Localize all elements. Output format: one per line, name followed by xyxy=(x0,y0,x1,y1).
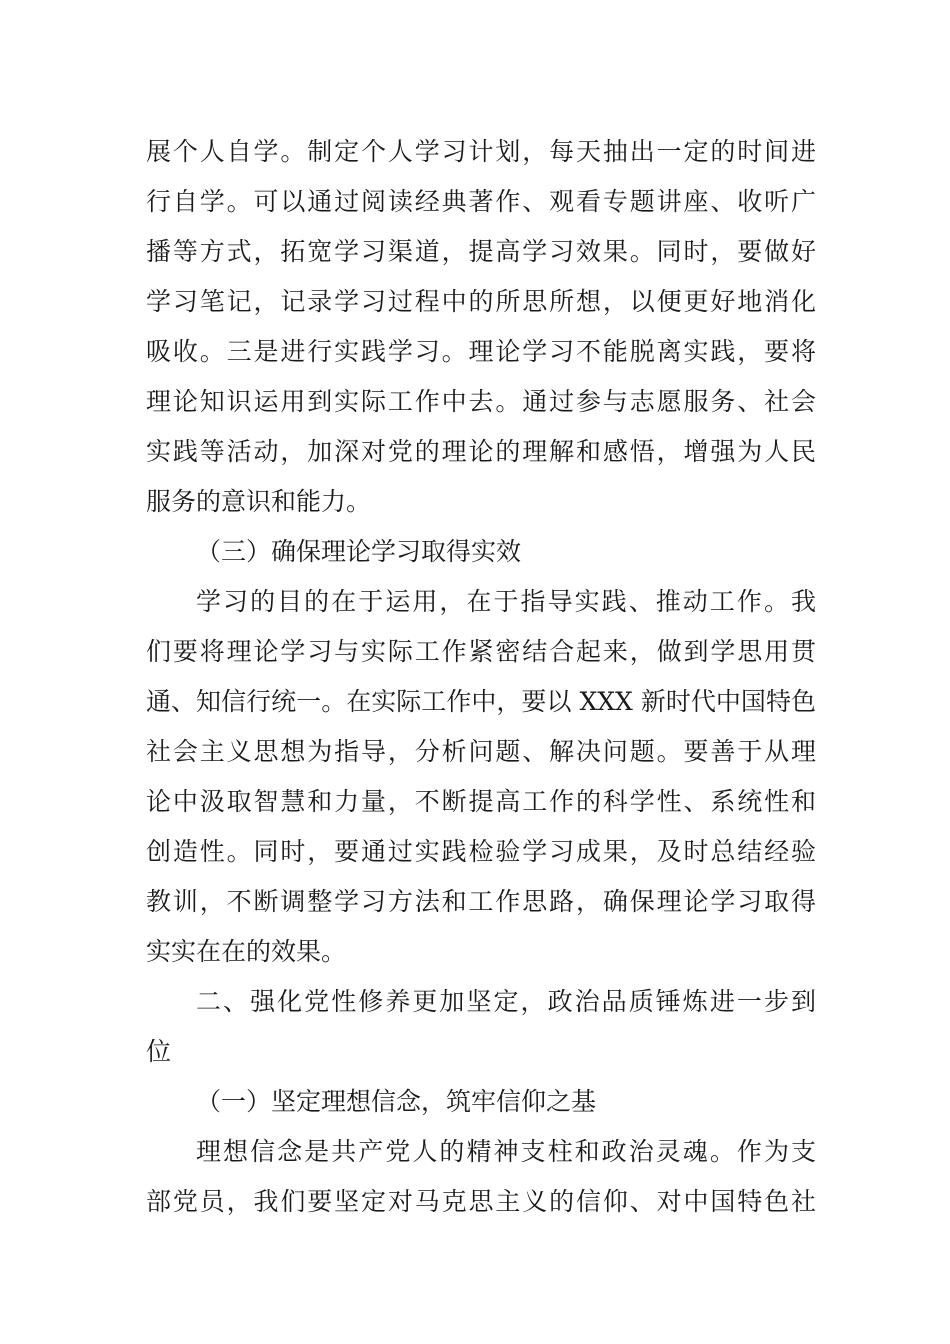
paragraph-line: 们要将理论学习与实际工作紧密结合起来，做到学思用贯 xyxy=(146,637,816,666)
paragraph-line: 实践等活动，加深对党的理论的理解和感悟，增强为人民 xyxy=(146,437,816,466)
section-heading: （一）坚定理想信念，筑牢信仰之基 xyxy=(196,1087,597,1116)
chapter-heading-continuation: 位 xyxy=(146,1037,172,1066)
paragraph-line: 吸收。三是进行实践学习。理论学习不能脱离实践，要将 xyxy=(146,337,816,366)
paragraph-line: 创造性。同时，要通过实践检验学习成果，及时总结经验 xyxy=(146,837,816,866)
paragraph-line: 播等方式，拓宽学习渠道，提高学习效果。同时，要做好 xyxy=(146,237,816,266)
chapter-heading: 二、强化党性修养更加坚定，政治品质锤炼进一步到 xyxy=(196,987,816,1016)
paragraph-line: 社会主义思想为指导，分析问题、解决问题。要善于从理 xyxy=(146,737,816,766)
paragraph-line: 理论知识运用到实际工作中去。通过参与志愿服务、社会 xyxy=(146,387,816,416)
paragraph-line: 论中汲取智慧和力量，不断提高工作的科学性、系统性和 xyxy=(146,787,816,816)
paragraph-line: 实实在在的效果。 xyxy=(146,937,347,966)
paragraph-line: 教训，不断调整学习方法和工作思路，确保理论学习取得 xyxy=(146,887,816,916)
paragraph-line: 展个人自学。制定个人学习计划，每天抽出一定的时间进 xyxy=(146,137,816,166)
paragraph-line: 行自学。可以通过阅读经典著作、观看专题讲座、收听广 xyxy=(146,187,816,216)
paragraph-line: 理想信念是共产党人的精神支柱和政治灵魂。作为支 xyxy=(196,1137,816,1166)
paragraph-line: 学习笔记，记录学习过程中的所思所想，以便更好地消化 xyxy=(146,287,816,316)
section-heading: （三）确保理论学习取得实效 xyxy=(196,537,522,566)
paragraph-line: 通、知信行统一。在实际工作中，要以 XXX 新时代中国特色 xyxy=(146,687,816,716)
paragraph-line: 学习的目的在于运用，在于指导实践、推动工作。我 xyxy=(196,587,816,616)
paragraph-line: 部党员，我们要坚定对马克思主义的信仰、对中国特色社 xyxy=(146,1187,816,1216)
paragraph-line: 服务的意识和能力。 xyxy=(146,487,372,516)
